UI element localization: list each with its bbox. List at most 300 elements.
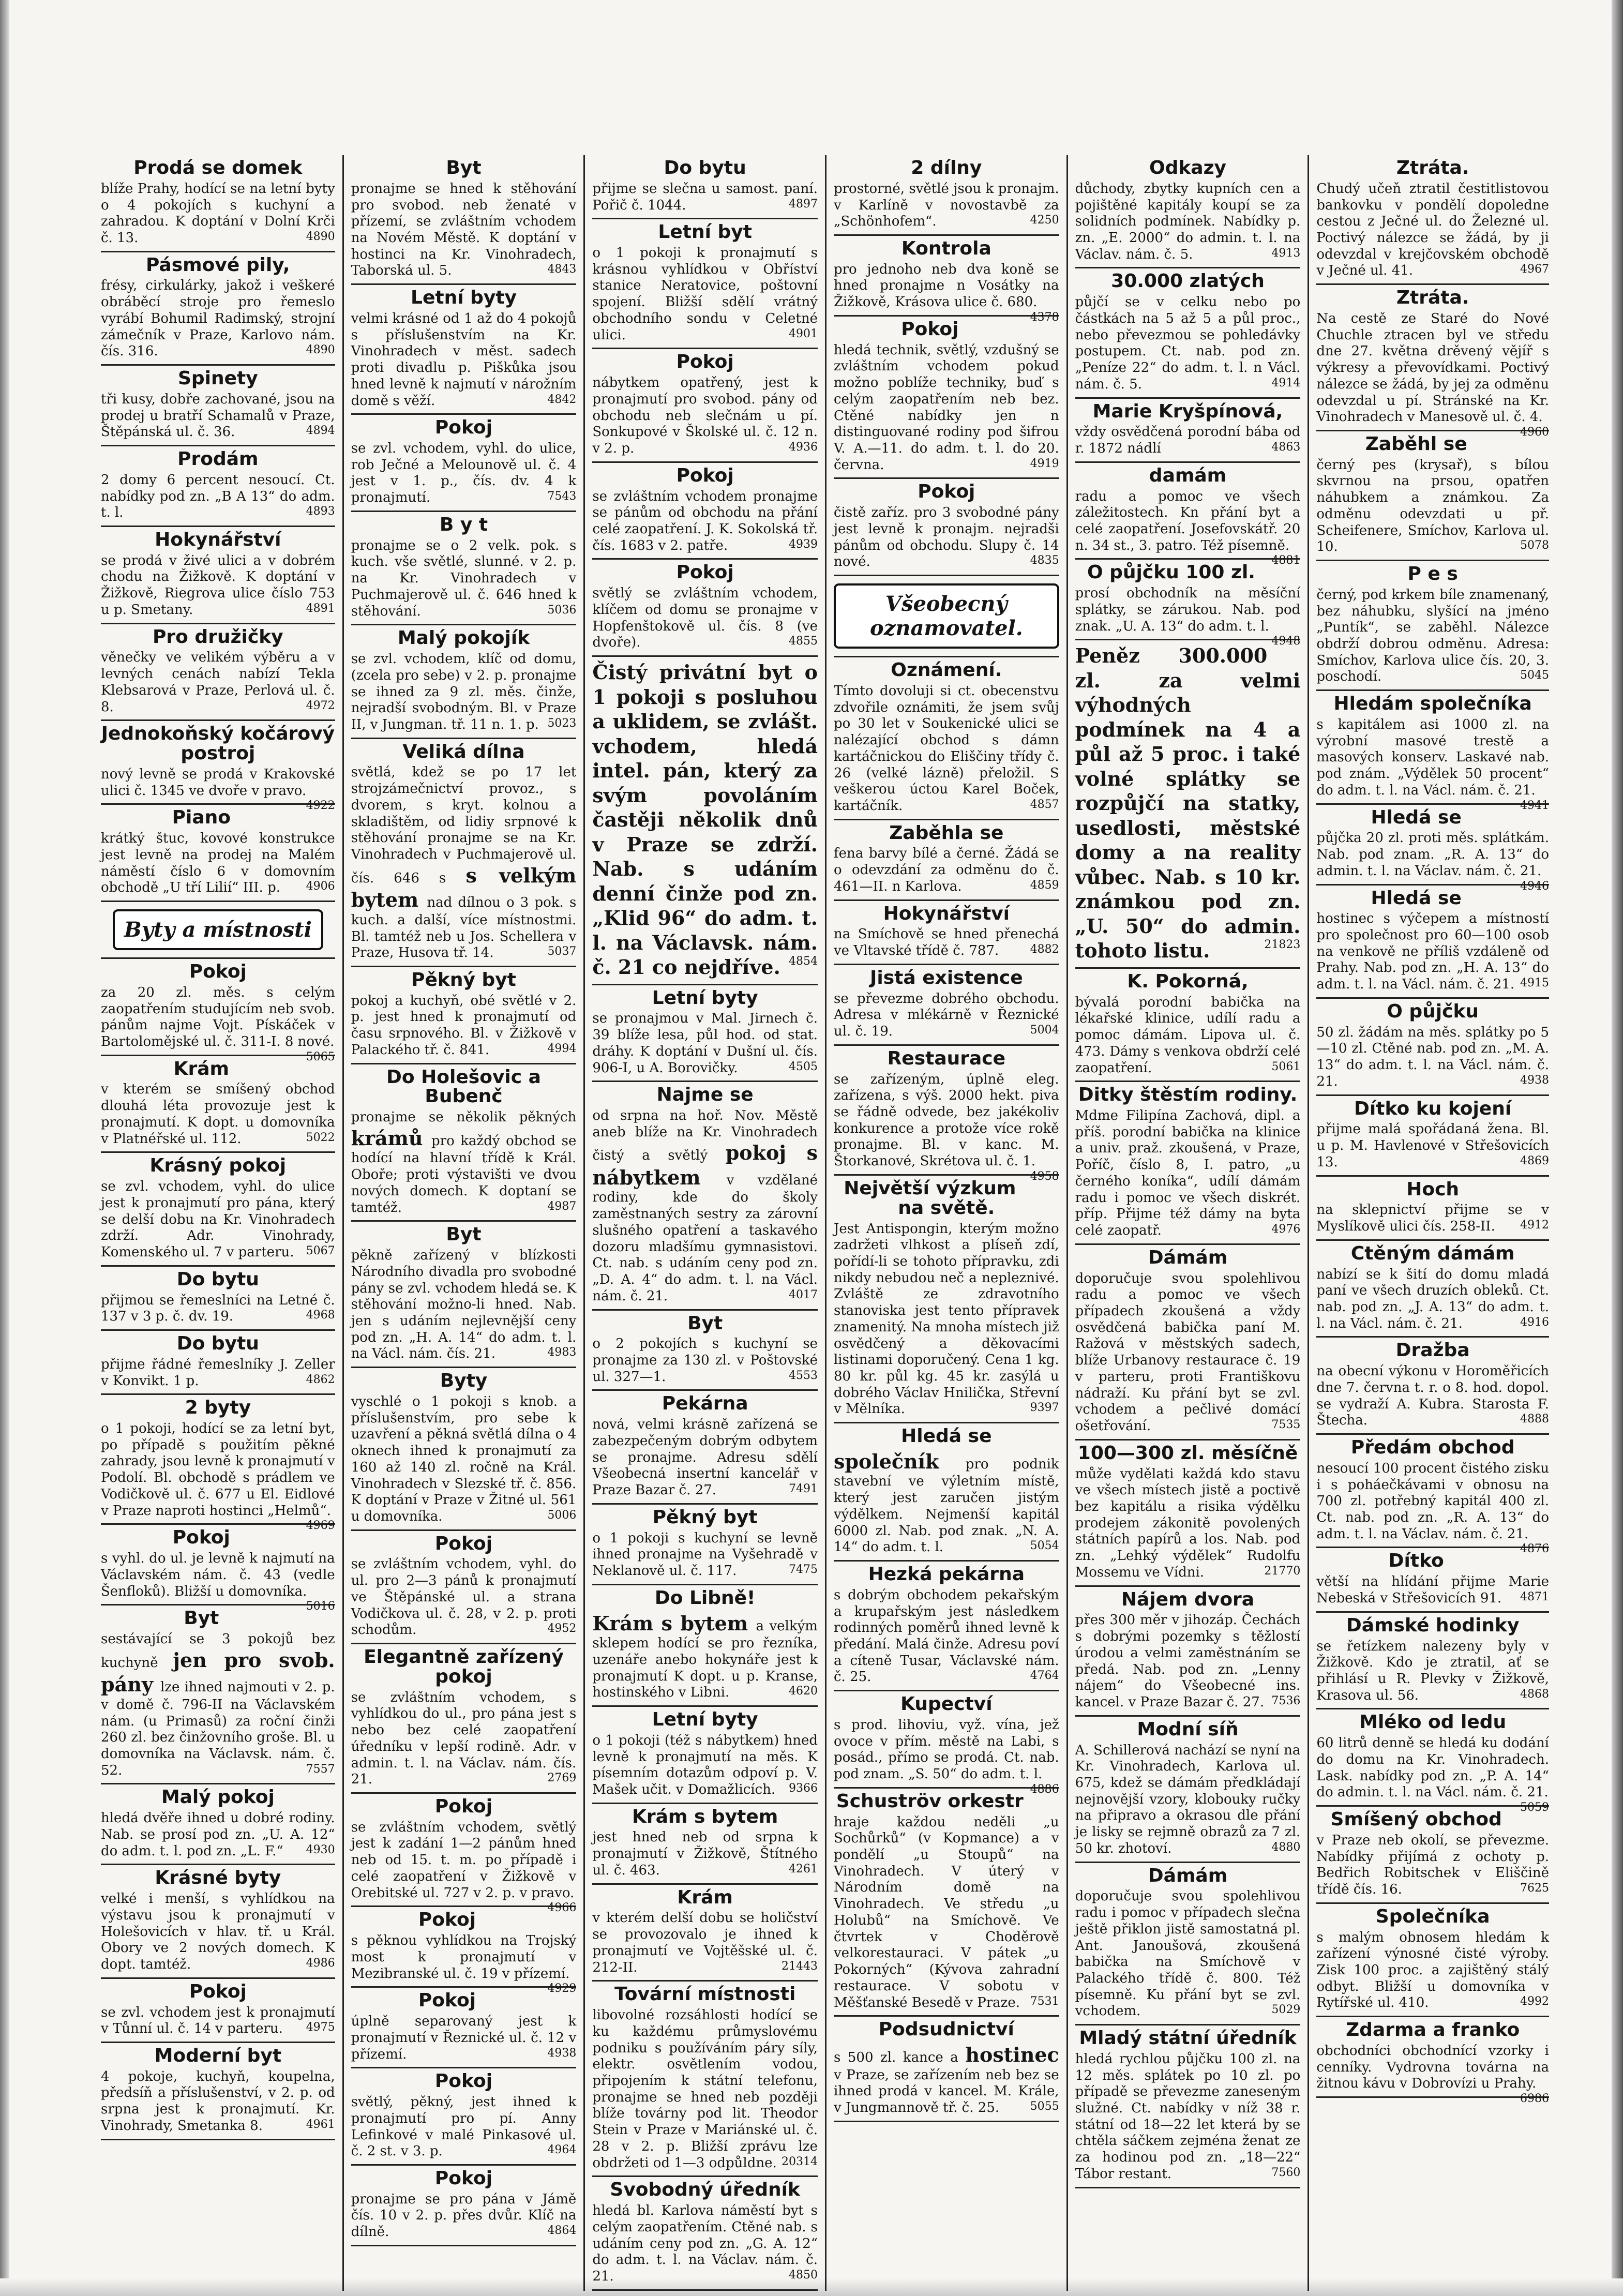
classified-ad [101,366,335,446]
ad-number: 4620 [788,1685,818,1698]
ad-text: velmi krásné od 1 až do 4 pokojů s příslušenstvím na Kr. Vinohradech v měst. sadech proti divadlu p. Piškůka jsou hned levně k najmutí v nárožním domě s věží. 4842 [351,310,577,409]
ad-text: Chudý učeň ztratil čestitlistovou bankovku v pondělí dopoledne cestou z Ječné ul. do Železné ul. Poctivý nálezce se žádá, by ji odevzdal v krejčovském obchodě v Ječné ul. 41. 4967 [1316,181,1549,279]
ad-number: 5059 [1520,1801,1549,1814]
ad-text: hledá technik, světlý, vzdušný se zvláštním vchodem pokud možno poblíže techniky, buď s celým zaopatřením neb bez. Ctěné nabídky jen n distinguované rodiny pod šifrou V. A.—11. do adm. t. l. do 20. června. 4919 [833,342,1059,473]
ad-headline: Oznámení. [891,659,1002,681]
classified-ad [834,820,1059,901]
classified-ad [1316,1435,1549,1556]
classified-ad [1075,1863,1301,2026]
ad-text: se zvláštním vchodem, s vyhlídkou do ul., pro pána jest s nebo bez celé zaopatření úředníku v lepší rodině. Adr. v admin. t. l. na Václav. nám. čís. 21. 2769 [351,1689,577,1788]
ad-headline: Jednokoňský kočárový postroj [101,723,335,764]
ad-number: 7535 [1271,1418,1301,1432]
classified-ad [834,1176,1059,1423]
classified-ad [834,1423,1059,1562]
ad-text: 4 pokoje, kuchyň, koupelna, předsíň a příslušenství, v 2. p. od srpna jest k pronajmutí. Kr. Vinohrady, Smetanka 8. 4961 [101,2068,335,2134]
ad-number: 4969 [306,1519,335,1533]
ad-text: jest hned neb od srpna k pronajmutí v Žižkově, Štítného ul. č. 463. 4261 [592,1829,818,1878]
classified-ad [1316,285,1549,439]
classified-ad [101,1395,335,1533]
ad-text: se řetízkem nalezeny byly v Žižkově. Kdo je ztratil, ať se přihlásí u R. Plevky v Žižkově, Krasova ul. 56. 4868 [1316,1638,1549,1703]
ad-number: 4886 [1030,1782,1059,1796]
ad-text: se zařízeným, úplně eleg. zařízena, s výš. 2000 hekt. piva se řádně odvede, bez jakékoliv konkurence a protože více rokě pronajme. Bl. v kanc. M. Štorkanové, Skrétova ul. č. 1. 4958 [833,1071,1059,1183]
ad-text [592,660,818,980]
ad-number: 7560 [1271,2166,1301,2179]
classified-ad [351,967,577,1064]
classified-ad [351,2068,577,2166]
classified-ad [1075,640,1301,969]
ad-emphasis: krámů [351,1126,431,1150]
ad-number: 4976 [1271,1223,1301,1236]
ad-number: 5078 [1520,539,1549,552]
ad-headline: Do bytu [176,1268,259,1290]
classified-ad [101,1784,335,1865]
classified-ad [592,1391,818,1504]
ad-text: věnečky ve velikém výběru a v levných cenách nabízí Tekla Klebsarová v Praze, Perlová ul. č. 8. 4972 [101,650,335,715]
ad-number: 4958 [1030,1169,1059,1183]
ad-number: 4994 [547,1042,577,1055]
ad-text: libovolné rozsáhlosti hodící se ku každému průmyslovému podniku s používáním páry síly, elektr. osvětlením vodou, připojením k státní telefonu, pronajme se hned neb později blíže továrny pod lit. Theodor Stein v Praze v Mariánské ul. č. 28 v 2. p. Bližší zprávu lze obdržeti od 1—3 odpůldne. 20314 [592,2007,818,2171]
ad-headline: Pokoj [434,1795,493,1817]
ad-number: 4764 [1030,1669,1059,1683]
classifieds-grid [101,155,1549,2284]
ad-headline: Byt [446,1224,482,1245]
ad-headline: Předám obchod [1350,1437,1515,1459]
ad-headline: Kupectví [900,1693,993,1715]
ad-headline: Krásné byty [155,1867,281,1889]
ad-number: 7475 [788,1563,818,1577]
ad-headline: Marie Kryšpínová, [1092,400,1283,422]
ad-number: 4876 [1520,1542,1549,1556]
ad-headline: Moderní byt [154,2045,282,2066]
ad-number: 4964 [547,2143,577,2157]
classified-ad [351,1531,577,1644]
classified-ad [592,1585,818,1707]
ad-text: nesoucí 100 procent čistého zisku i s poháečkávami v obnosu na 700 zl. potřebný kapitál 400 zl. Ct. nab. pod zn. „R. A. 13“ do adm. t. l. na Václav. nám. č. 21. 4876 [1316,1460,1549,1556]
ad-number: 4986 [306,1957,335,1970]
ad-headline: Byt [687,1312,723,1334]
ad-number: 4914 [1271,376,1301,389]
ad-number: 4930 [306,1843,335,1856]
ad-headline: Schuströv orkestr [836,1790,1024,1812]
ad-headline: Zdarma a franko [1346,2019,1520,2041]
classified-ad [1075,1587,1301,1717]
ad-text: Jest Antispongin, kterým možno zadržeti vlhkost a plíseň zdí, pořídí-li se tohoto přípravku, zdi nikdy nebudou neč a nepleznivé. Zvláště ze zdravotního stanoviska jest tento přípravek znamenitý. Na mnoha místech již osvědčený a děkovacími listinami doporučený. Cena 1 kg. 80 kr. půl kg. 45 kr. zasýlá u dobrého Václav Hnilička, Střevní v Mělníka. 9397 [833,1221,1059,1417]
ad-headline: Pokoj [418,1909,476,1931]
ad-number: 4987 [547,1199,577,1213]
ad-text: sestávající se 3 pokojů bez kuchyně jen pro svob. pány lze ihned najmouti v 2. p. v domě č. 796-II na Václavském nám. (u Primasů) za roční činži 260 zl. bez činžovního groše. Bl. u domovníka na Václavsk. nám. č. 52. 7557 [101,1631,335,1778]
ad-emphasis: Peněz 300.000 zl. za velmi výhodných podmínek na 4 a půl až 5 proc. i také volné splátky se rozpůjčí na statky, usedlosti, městské domy a na reality vůbec. Nab. s 10 kr. známkou pod zn. „U. 50“ do admin. tohoto listu. [1075,644,1301,963]
classified-ad [1316,1548,1549,1612]
classified-ad [592,1082,818,1310]
ad-headline: Svobodný úředník [610,2179,800,2201]
ad-headline: Pásmové pily, [146,254,290,276]
ad-number: 4916 [1520,1315,1549,1329]
classified-ad [834,965,1059,1046]
ad-number: 4855 [788,635,818,648]
ad-headline: B y t [439,514,488,535]
ad-headline: Mladý státní úředník [1079,2028,1297,2049]
ad-number: 5054 [1030,1539,1059,1553]
ad-number: 5036 [547,603,577,617]
classified-ad [351,2166,577,2246]
ad-headline: Dámám [1148,1865,1228,1886]
ad-headline: Do bytu [176,1332,259,1354]
ad-text: větší na hlídání přijme Marie Nebeská v Střešovicích 91. 4871 [1316,1574,1549,1606]
classified-ad [351,1907,577,1995]
ad-text: blíže Prahy, hodící se na letní byty o 4 pokojích s kuchyní a zahradou. K doptání v Dolní Krči č. 13. 4890 [101,181,335,246]
classified-ad [101,805,335,902]
ad-emphasis: s velkým bytem [351,863,577,912]
section-banner [101,902,335,959]
ad-number: 4871 [1520,1590,1549,1603]
classified-ad [834,657,1059,820]
ad-number: 5006 [547,1508,577,1522]
ad-number: 4915 [1520,977,1549,990]
classified-ad [592,1885,818,1982]
ad-text: může vydělati každá kdo stavu ve všech místech jistě a poctivě bez kapitálu a risika výdělku prodejem zákonitě povolených státních papírů a los. Nab. pod zn. „Lehký výdělek“ Rudolfu Mossemu ve Vídni. 21770 [1075,1466,1301,1580]
ad-emphasis: společník [833,1449,966,1473]
ad-headline: Do bytu [664,157,746,178]
ad-number: 4972 [306,699,335,712]
ad-number: 5029 [1271,2003,1301,2017]
ad-emphasis: pokoj s nábytkem [592,1141,818,1189]
ad-text: velké i menší, s vyhlídkou na výstavu jsou k pronajmutí v Holešovicích v hlav. tř. u Král. Obory ve 2 nových domech. K dopt. tamtéž. 4986 [101,1891,335,1973]
classified-ad [1316,155,1549,285]
ad-headline: Byt [184,1608,219,1629]
ad-number: 7543 [547,490,577,503]
classified-ad [592,155,818,219]
ad-number: 7536 [1271,1694,1301,1707]
ad-text: černý, pod krkem bíle znamenaný, bez náhubku, slyšící na jméno „Puntík“, se zaběhl. Nálezce obdrží dobrou odměnu. Adresa: Smíchov, Karlova ulice čís. 20, 3. poschodí. 5045 [1316,587,1549,685]
classified-ad [833,236,1059,324]
ad-emphasis: hostinec [965,2043,1059,2067]
ad-number: 5067 [306,1244,335,1258]
classified-ad [101,252,335,366]
ad-text: se zvl. vchodem, vyhl. do ulice jest k pronajmutí pro pána, který se delší dobu na Kr. Vinohradech zdrží. Adr. Vinohrady, Komenského ul. 7 v parteru. 5067 [101,1179,335,1260]
ad-number: 4941 [1520,799,1549,812]
ad-text: půjčka 20 zl. proti měs. splátkám. Nab. pod znam. „R. A. 13“ do admin. t. l. na Václav. nám. č. 21. 4946 [1316,830,1549,893]
ad-number: 4961 [306,2118,335,2131]
ad-headline: Pokoj [434,2167,493,2189]
ad-headline: Mléko od ledu [1359,1712,1507,1733]
ad-number: 4843 [547,263,577,276]
ad-headline: Krám [173,1058,230,1079]
ad-text: pronajme se o 2 velk. pok. s kuch. vše světlé, slunné. v 2. p. na Kr. Vinohradech v Puchmajerově ul. č. 646 hned k stěhování. 5036 [351,537,577,619]
ad-headline: Pokoj [676,464,734,486]
ad-headline: Zaběhl se [1365,433,1467,455]
ad-text: nový levně se prodá v Krakovské ulici č. 1345 ve dvoře v pravo. 4922 [101,766,335,813]
ad-text: se prodá v živé ulici a v dobrém chodu na Žižkově. K doptání v Žižkově, Riegrova ulice číslo 753 u p. Smetany. 4891 [101,552,335,618]
ad-number: 5055 [1030,2099,1059,2113]
ad-number: 20314 [781,2155,818,2168]
ad-headline: Pokoj [434,1533,493,1554]
ad-text: pronajme se pro pána v Jámě čís. 10 v 2. p. přes dvůr. Klíč na dílně. 4864 [351,2191,577,2240]
ad-text: A. Schillerová nachází se nyní na Kr. Vinohradech, Karlova ul. 675, kdež se dámám předkládají nejnovější vzory, klobouky ručky na připravo a okrasou dle přání je lisky se rejmně obrazů za 7 zl. 50 kr. zhotoví. 4880 [1075,1742,1301,1856]
ad-headline: Hledá se [1371,887,1462,909]
ad-number: 4553 [788,1369,818,1382]
ad-headline: Krám [677,1886,733,1908]
ad-text: prostorné, světlé jsou k pronajm. v Karlíně v novostavbě za „Schönhofem“. 4250 [833,181,1059,230]
ad-text: hostinec s výčepem a místností pro společnost pro 60—100 osob na venkově ne příliš vzdáleně od Prahy. Nab. pod zn. „H. A. 13“ do adm. t. l. na Václ. nám. č. 21. 4915 [1316,911,1549,993]
ad-headline: Prodá se domek [133,157,303,178]
ad-headline: Modní síň [1137,1718,1239,1740]
ad-number: 4017 [788,1288,818,1301]
classified-ad [1316,1904,1549,2017]
classified-ad [834,317,1059,479]
ad-text: Krám s bytem a velkým sklepem hodící se pro řezníka, uzenáře anebo hokynáře jest k pronajmutí K dopt. u p. Kranse, hostinského v Libni. 4620 [592,1611,818,1701]
ad-headline: Ditky štěstím rodiny. [1078,1084,1298,1106]
ad-headline: Ztráta. [1396,157,1469,178]
classified-ad [101,1267,335,1331]
ad-headline: Zaběhla se [889,822,1004,844]
classified-ad [1316,1807,1549,1904]
ad-text: vyschlé o 1 pokoji s knob. a příslušenstvím, pro sebe k uzavření a pěkná světlá dílna o 4 oknech ihned k pronajmutí za 160 až 140 zl. ročně na Král. Vinohradech v Slezské tř. č. 856. K doptání v Praze v Žitné ul. 561 u domovníka. 5006 [351,1393,577,1524]
ad-number: 4922 [306,799,335,813]
ad-text: přijmou se řemeslníci na Letné č. 137 v 3 p. č. dv. 19. 4968 [101,1292,335,1325]
classified-ad [1075,399,1301,463]
ad-number: 9366 [788,1781,818,1795]
ad-number: 4966 [547,1901,577,1915]
ad-number: 4938 [547,2046,577,2060]
ad-headline: Malý pokojík [397,627,530,649]
classified-ad [1316,691,1549,812]
classified-ad [101,1153,335,1266]
ad-text: v Praze neb okolí, se převezme. Nabídky přijímá z ochoty p. Bedřich Robitschek v Eliščině třídě čís. 16. 7625 [1316,1832,1549,1898]
ad-text: úplně separovaný jest k pronajmutí v Řeznické ul. č. 12 v přízemí. 4938 [351,2014,577,2062]
ad-text: na obecní výkonu v Horoměřicích dne 7. června t. r. o 8. hod. dopol. se vydraží A. Kubra. Starosta F. Štecha. 4888 [1316,1363,1549,1429]
ad-number: 5023 [547,716,577,730]
ad-headline: Pokoj [189,961,247,983]
ad-headline: Ztráta. [1396,287,1469,309]
classified-ad [1075,2025,1301,2188]
ad-number: 4890 [306,230,335,243]
ad-headline: Letní byty [411,287,517,309]
classified-ad [1075,1245,1301,1440]
ad-number: 5016 [306,1600,335,1613]
ad-number: 4378 [1030,310,1059,324]
ad-text: přes 300 měr v jihozáp. Čechách s dobrými pozemky s těžlostí úrodou a velmi zaměstnáním se předá. Nab. pod zn. „Lenny nájem“ do Všeobecné ins. kancel. v Praze Bazar č. 27. 7536 [1075,1612,1301,1710]
ad-text: přijme řádné řemeslníky J. Zeller v Konvikt. 1 p. 4862 [101,1356,335,1389]
ad-headline: O půjčku 100 zl. [1087,562,1255,583]
ad-text: 2 domy 6 percent nesoucí. Ct. nabídky pod zn. „B A 13“ do adm. t. l. 4893 [101,472,335,521]
ad-headline: Dámské hodinky [1346,1614,1520,1636]
classified-ad [834,901,1059,965]
ad-number: 4863 [1271,441,1301,454]
classified-ad [351,1368,577,1531]
column-4 [825,155,1066,2291]
ad-text: na sklepnictví přijme se v Myslíkově ulici čís. 258-II. 4912 [1316,1202,1549,1235]
classified-ad [592,1804,818,1885]
ad-headline: Nájem dvora [1121,1588,1255,1610]
ad-headline: Piano [172,807,231,829]
ad-number: 4864 [547,2224,577,2238]
classified-ad [1075,969,1301,1082]
ad-text: od srpna na hoř. Nov. Městě aneb blíže na Kr. Vinohradech čistý a světlý pokoj s nábytkem v vzdělané rodiny, kde do školy zaměstnaných sestry za zárovní slušného opatření a taskavého dozoru mladšímu gymnasistovi. Ct. nab. s udáním ceny pod zn. „D. A. 4“ do adm. t. l. na Václ. nám. č. 21. 4017 [592,1108,818,1304]
ad-emphasis: jen pro svob. pány [101,1648,335,1697]
ad-number: 4894 [306,424,335,438]
classified-ad [834,479,1059,576]
ad-text: doporučuje svou spolehlivou radu i pomoc v případech slečna ještě přiklon jistě samostatná pl. Ant. Janoušová, zkoušená babička na Smíchově v Palackého třídě č. 800. Též písemně. Ku přání byt se zvl. vchodem. 5029 [1075,1888,1301,2019]
classified-ad [101,624,335,722]
classified-ad [101,959,335,1063]
ad-headline: 2 byty [185,1397,251,1419]
classified-ad [1075,155,1301,268]
ad-headline: Hledám společníka [1333,693,1532,715]
ad-number: 4946 [1520,879,1549,893]
ad-headline: Hledá se [1371,806,1462,828]
classified-ad [101,1865,335,1978]
ad-number: 4912 [1520,1219,1549,1232]
ad-headline: Pokoj [676,562,734,583]
ad-headline: O půjčku [1387,1000,1479,1022]
ad-headline: damám [1149,464,1227,486]
ad-headline: Pokoj [434,2070,493,2092]
classified-ad [1075,1717,1301,1863]
ad-number: 4891 [306,602,335,615]
ad-text: 60 litrů denně se hledá ku dodání do domu na Kr. Vinohradech. Lask. nabídky pod zn. „P. A. 14“ do admin. t. l. na Václ. nám. č. 21. 5059 [1316,1735,1549,1814]
ad-number: 4880 [1271,1840,1301,1854]
classified-ad [1316,805,1549,893]
classified-ad [101,1056,335,1153]
ad-headline: Hokynářství [155,529,281,550]
ad-text: pro jednoho neb dva koně se hned pronajme n Vosátky na Žižkově, Krásova ulice č. 680. 4378 [833,261,1059,324]
ad-number: 4505 [788,1060,818,1073]
ad-text: na Smíchově se hned přenechá ve Vltavské třídě č. 787. 4882 [833,926,1059,959]
ad-headline: Dámám [1148,1247,1228,1268]
ad-text: fena barvy bílé a černé. Žádá se o odevzdání za odměnu do č. 461—II. n Karlova. 4859 [833,846,1059,894]
classified-ad [1316,1709,1549,1814]
ad-headline: Odkazy [1149,157,1226,178]
ad-text: světlá, kdež se po 17 let strojzámečnictví provoz., s dvorem, s kryt. kolnou a skladištěm, od lidiy srpnové k stěhování pronajme se na Kr. Vinohradech v Puchmajerově ul. čís. 646 s s velkým bytem nad dílnou o 3 pok. s kuch. a další, více místnostmi. Bl. tamtéž neb u Jos. Schellera v Praze, Husova tř. 14. 5037 [351,764,577,961]
ad-number: 4968 [306,1309,335,1322]
classified-ad [592,1505,818,1585]
classified-ad [351,625,577,739]
ad-headline: Pokoj [901,318,959,340]
ad-number: 4869 [1520,1154,1549,1167]
ad-headline: Pokoj [676,351,734,373]
classified-ad [351,415,577,512]
ad-headline: Do Holešovic a Bubenč [386,1066,541,1107]
ad-number: 4919 [1030,457,1059,470]
classified-ad [1075,268,1301,398]
ad-text: s 500 zl. kance a hostinec v Praze, se zařízením neb bez se ihned prodá v kancel. M. Krále, v Jungmannově tř. č. 25. 5055 [833,2043,1059,2115]
ad-headline: Pokoj [172,1527,230,1549]
ad-headline: Podsudnictví [878,2019,1014,2040]
ad-headline: 100—300 zl. měsíčně [1077,1442,1298,1464]
ad-text: čistě zaříz. pro 3 svobodné pány jest levně k pronajm. nejradši pánům od obchodu. Slupy č. 14 nové. 4835 [833,505,1059,570]
ad-text: Tímto dovoluji si ct. obecenstvu zdvořile oznámiti, že jsem svůj po 30 let v Soukenické ulici se nalézající obchod s dámn kartáčnickou do Eliščiny třídy č. 26 (velké lázně) přeložil. S veškerou úctou Karel Boček, kartáčník. 4857 [833,683,1059,814]
classified-ad [592,1707,818,1804]
ad-text: pronajme se několik pěkných krámů pro každý obchod se hodící na hlavní třídě k Král. Oboře; proti výstavišti ve dvou nových domech. K doptaní se tamtéž. 4987 [351,1109,577,1215]
ad-text: o 1 pokoji (též s nábytkem) hned levně k pronajmutí na měs. K písemním dotazům odpoví p. V. Mašek učit. v Domažlicích. 9366 [592,1732,818,1797]
section-banner-label: Všeobecný oznamovatel. [834,583,1059,649]
ad-text: pronajme se hned k stěhování pro svobod. neb ženaté v přízemí, se zvláštním vchodem na Novém Městě. K doptání v hostinci na Kr. Vinohradech, Taborská ul. 5. 4843 [351,181,577,279]
ad-text: s malým obnosem hledám k zařízení výnosné čisté výroby. Zisk 100 proc. a zajištěný stálý odbyt. Bližší u domovníka v Rytířské ul. 410. 4992 [1316,1929,1549,2011]
ad-number: 2769 [547,1772,577,1785]
ad-headline: Hezká pekárna [868,1564,1025,1585]
ad-headline: Společníka [1375,1905,1490,1927]
ad-text: půjčí se v celku nebo po částkách na 5 až 5 a půl proc., nebo převezmou se pohledávky postupem. Ct. nab. pod zn. „Peníze 22“ do adm. t. l. n Václ. nám. č. 5. 4914 [1075,294,1301,392]
ad-number: 21823 [1264,938,1301,952]
ad-headline: Ctěným dámám [1350,1242,1515,1264]
ad-number: 4842 [547,393,577,406]
ad-number: 4859 [1030,878,1059,892]
ad-number: 4948 [1271,635,1301,648]
ad-number: 4929 [547,1982,577,1995]
ad-number: 7557 [306,1762,335,1776]
ad-text: Mdme Filipína Zachová, dipl. a příš. porodní babička na klinice a univ. praž. zkoušená, v Praze, Poříč, číslo 8, I. patro, „u černého koníka“, udílí dámám radu i pomoc ve všech diskrét. příp. Přijme též dámy na byta celé zaopatř. 4976 [1075,1108,1301,1239]
classified-ad [351,1988,577,2068]
classified-ad [351,1794,577,1915]
classified-ad [592,219,818,349]
page-edge-shadow [1612,0,1623,2296]
ad-headline: Pokoj [418,1990,476,2012]
ad-emphasis: Krám s bytem [592,1611,756,1635]
classified-ad [101,721,335,813]
ad-number: 4939 [788,537,818,551]
ad-text: přijme malá spořádaná žena. Bl. u p. M. Havlenové v Střešovicích 13. 4869 [1316,1121,1549,1170]
classified-ad [1316,999,1549,1096]
ad-text: s kapitálem asi 1000 zl. na výrobní masové trestě a masových konserv. Laskavé nab. pod znám. „Výdělek 50 procent“ do adm. t. l. na Václ. nám. č. 21. 4941 [1316,716,1549,812]
ad-text [1075,643,1301,963]
ad-text: černý pes (krysař), s bílou skvrnou na prsou, opatřen náhubkem a známkou. Za odměnu odevzdati u př. Scheifenere, Smíchov, Karlova ul. 10. 5078 [1316,457,1549,555]
classified-ad [834,2017,1059,2122]
ad-number: 5045 [1520,669,1549,682]
ad-headline: Pěkný byt [411,969,516,991]
ad-number: 4913 [1271,246,1301,260]
ad-headline: Letní byty [652,1708,758,1730]
classified-ad [833,1691,1059,1796]
column-5 [1066,155,1308,2291]
ad-text: hraje každou neděli „u Sochůrků“ (v Kopmance) a v pondělí „u Stoupů“ na Vinohradech. V úterý v Národním domě na Vinohradech. Ve středu „u Holubů“ na Smíchově. Ve čtvrtek v Choděrově velkorestauraci. V pátek „u Pokorných“ (Kývova zahradní restaurace. V sobotu v Měšťanské Besedě v Praze. 7531 [833,1814,1059,2010]
classified-ad [592,2177,818,2290]
classified-ad [834,1562,1059,1691]
classified-ad [101,527,335,624]
ad-text: bývalá porodní babička na lékařské klinice, udílí radu a pomoc dámám. Lipova ul. č. 473. Dámy s venkova obdrží celé zaopatření. 5061 [1075,994,1301,1076]
ad-number: 4901 [788,327,818,340]
ad-number: 4938 [1520,1073,1549,1087]
ad-text: pokoj a kuchyň, obé světlé v 2. p. jest hned k pronajmutí od času srpnového. Bl. v Žižkově v Palackého tř. č. 841. 4994 [351,993,577,1058]
classified-ad [1075,1440,1301,1587]
classified-ad [351,739,577,967]
ad-headline: Hokynářství [883,903,1010,924]
classified-ad [1316,431,1549,561]
ad-number: 4882 [1030,943,1059,956]
classified-ad [351,512,577,625]
ad-emphasis: Čistý privátní byt o 1 pokoji s posluhou a uklidem, se zvlášt. vchodem, hledá intel. pán, který za svým povoláním častěji několik dnů v Praze se zdrží. Nab. s udáním denní činže pod zn. „Klid 96“ do adm. t. l. na Václavsk. nám. č. 21 co nejdříve. [592,661,818,979]
classified-ad [101,1979,335,2043]
ad-number: 4936 [788,441,818,454]
ad-number: 7531 [1030,1994,1059,2008]
ad-number: 5004 [1030,1024,1059,1037]
ad-number: 4992 [1520,1995,1549,2008]
classified-ad [1316,1096,1549,1177]
ad-number: 4881 [1271,554,1301,567]
ad-number: 4893 [306,505,335,518]
classified-ad [592,985,818,1083]
ad-number: 21770 [1264,1564,1301,1578]
classified-ad [1316,1241,1549,1338]
ad-text: světlý, pěkný, jest ihned k pronajmutí pro pí. Anny Lefinkové v malé Pinkasové ul. č. 2 st. v 3. p. 4964 [351,2094,577,2159]
section-banner [834,576,1059,657]
ad-headline: Restaurace [887,1047,1006,1069]
ad-number: 4897 [788,197,818,211]
ad-headline: Krásný pokoj [149,1155,287,1177]
ad-text: se zvl. vchodem, vyhl. do ulice, rob Ječné a Melounově ul. č. 4 jest v 1. p., čís. dv. 4 k pronajmutí. 7543 [351,441,577,506]
classified-ad [834,155,1059,236]
classified-ad [592,1982,818,2177]
ad-headline: Elegantně zařízený pokoj [364,1646,564,1687]
